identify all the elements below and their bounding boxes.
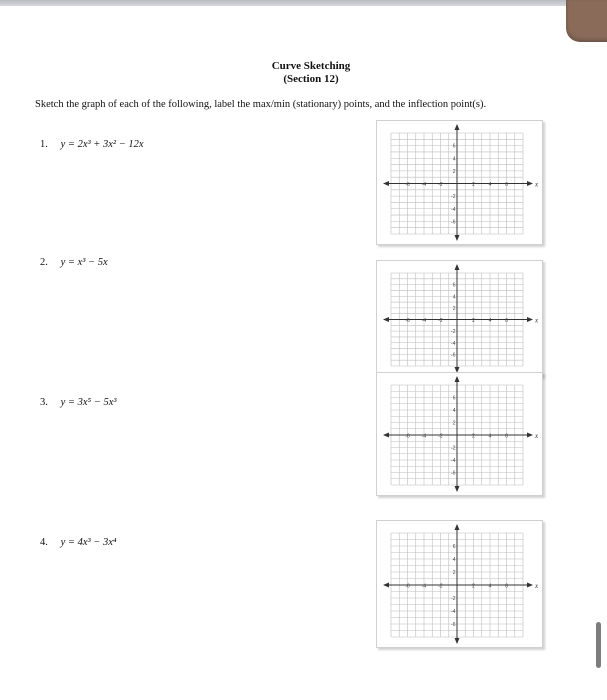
x-tick-label: 2 bbox=[472, 182, 475, 188]
problem-4 bbox=[40, 537, 117, 548]
x-tick-label: 4 bbox=[488, 318, 492, 324]
y-tick-label: 2 bbox=[452, 420, 456, 427]
x-tick-label: 4 bbox=[488, 583, 492, 590]
instructions-text: Sketch the graph of each of the following, label the max/min (stationary) points, and the inflection point(s). bbox=[35, 99, 487, 110]
page-title: Curve Sketching bbox=[271, 60, 351, 72]
x-tick-label: 4 bbox=[488, 433, 492, 440]
y-tick-label: -2 bbox=[451, 445, 456, 452]
x-axis-arrow-right bbox=[527, 433, 533, 438]
x-axis-label: x bbox=[535, 432, 539, 440]
x-tick-label: -4 bbox=[421, 182, 427, 188]
graph-grid-1[interactable] bbox=[376, 120, 543, 245]
graph-grid-4[interactable] bbox=[376, 520, 543, 648]
problem-number: 4. bbox=[40, 537, 48, 548]
problem-number: 2. bbox=[40, 257, 48, 268]
x-tick-label: -2 bbox=[438, 318, 443, 324]
y-tick-label: 6 bbox=[452, 282, 456, 289]
x-tick-label: -6 bbox=[405, 583, 410, 590]
y-tick-label: 2 bbox=[452, 305, 456, 312]
graph-grid-3[interactable] bbox=[376, 372, 543, 496]
y-tick-label: 6 bbox=[452, 395, 456, 402]
x-tick-label: 6 bbox=[505, 583, 508, 590]
y-axis-arrow-up bbox=[455, 124, 460, 130]
y-tick-label: -4 bbox=[451, 458, 456, 464]
x-tick-label: 4 bbox=[488, 182, 492, 188]
y-axis-arrow-down bbox=[455, 638, 460, 644]
x-axis-arrow-right bbox=[527, 181, 533, 186]
problem-expression: y = x³ − 5x bbox=[60, 257, 108, 268]
x-tick-label: 6 bbox=[505, 433, 508, 440]
x-axis-arrow-left bbox=[383, 583, 389, 588]
y-axis-arrow-up bbox=[455, 264, 460, 270]
y-tick-label: 4 bbox=[452, 156, 456, 163]
x-tick-label: -4 bbox=[421, 583, 427, 590]
x-tick-label: 6 bbox=[505, 318, 508, 324]
x-tick-label: -2 bbox=[438, 583, 443, 590]
x-axis-arrow-right bbox=[527, 317, 533, 322]
x-tick-label: 6 bbox=[505, 182, 508, 188]
y-tick-label: 6 bbox=[452, 143, 456, 150]
y-tick-label: -4 bbox=[451, 609, 456, 615]
x-axis-arrow-right bbox=[527, 583, 533, 588]
y-tick-label: 2 bbox=[452, 570, 456, 576]
graph-grid-2[interactable] bbox=[376, 260, 543, 377]
scrollbar-thumb[interactable] bbox=[596, 622, 601, 668]
x-tick-label: -2 bbox=[438, 182, 443, 188]
x-tick-label: -6 bbox=[405, 318, 410, 324]
x-axis-arrow-left bbox=[383, 317, 389, 322]
x-tick-label: 2 bbox=[472, 433, 475, 440]
y-axis-arrow-down bbox=[455, 486, 460, 492]
problem-2 bbox=[40, 257, 108, 268]
y-tick-label: 6 bbox=[452, 544, 456, 550]
x-tick-label: -4 bbox=[421, 433, 427, 440]
x-axis-label: x bbox=[535, 582, 539, 590]
y-tick-label: -2 bbox=[451, 329, 456, 336]
y-axis-arrow-up bbox=[455, 376, 460, 382]
x-tick-label: -4 bbox=[421, 318, 427, 324]
y-axis-arrow-down bbox=[455, 235, 460, 241]
x-tick-label: 2 bbox=[472, 583, 475, 590]
problem-expression: y = 4x³ − 3x⁴ bbox=[60, 537, 117, 548]
y-tick-label: 2 bbox=[452, 168, 456, 175]
y-tick-label: -6 bbox=[451, 352, 456, 359]
y-tick-label: -4 bbox=[451, 206, 456, 213]
problem-3 bbox=[40, 397, 117, 408]
y-tick-label: -2 bbox=[451, 596, 456, 602]
y-tick-label: -6 bbox=[451, 622, 456, 628]
y-tick-label: -4 bbox=[451, 340, 456, 347]
problem-number: 1. bbox=[40, 139, 48, 150]
y-tick-label: -6 bbox=[451, 219, 456, 226]
y-tick-label: -2 bbox=[451, 194, 456, 201]
x-axis-label: x bbox=[535, 180, 539, 189]
problem-expression: y = 2x³ + 3x² − 12x bbox=[60, 139, 144, 150]
y-tick-label: 4 bbox=[452, 408, 456, 414]
x-tick-label: -6 bbox=[405, 182, 410, 188]
x-axis-arrow-left bbox=[383, 181, 389, 186]
y-tick-label: 4 bbox=[452, 294, 456, 301]
top-toolbar-strip bbox=[0, 0, 607, 6]
x-tick-label: -6 bbox=[405, 433, 410, 440]
x-axis-arrow-left bbox=[383, 433, 389, 438]
problem-number: 3. bbox=[40, 397, 48, 408]
y-tick-label: 4 bbox=[452, 557, 456, 563]
x-tick-label: 2 bbox=[472, 318, 475, 324]
problem-expression: y = 3x⁵ − 5x³ bbox=[60, 397, 117, 408]
y-axis-arrow-up bbox=[455, 524, 460, 530]
x-tick-label: -2 bbox=[438, 433, 443, 440]
problem-1 bbox=[40, 139, 144, 150]
bookmark-tab[interactable] bbox=[566, 0, 607, 42]
y-tick-label: -6 bbox=[451, 470, 456, 477]
x-axis-label: x bbox=[535, 316, 539, 325]
page-subtitle: (Section 12) bbox=[283, 73, 339, 85]
